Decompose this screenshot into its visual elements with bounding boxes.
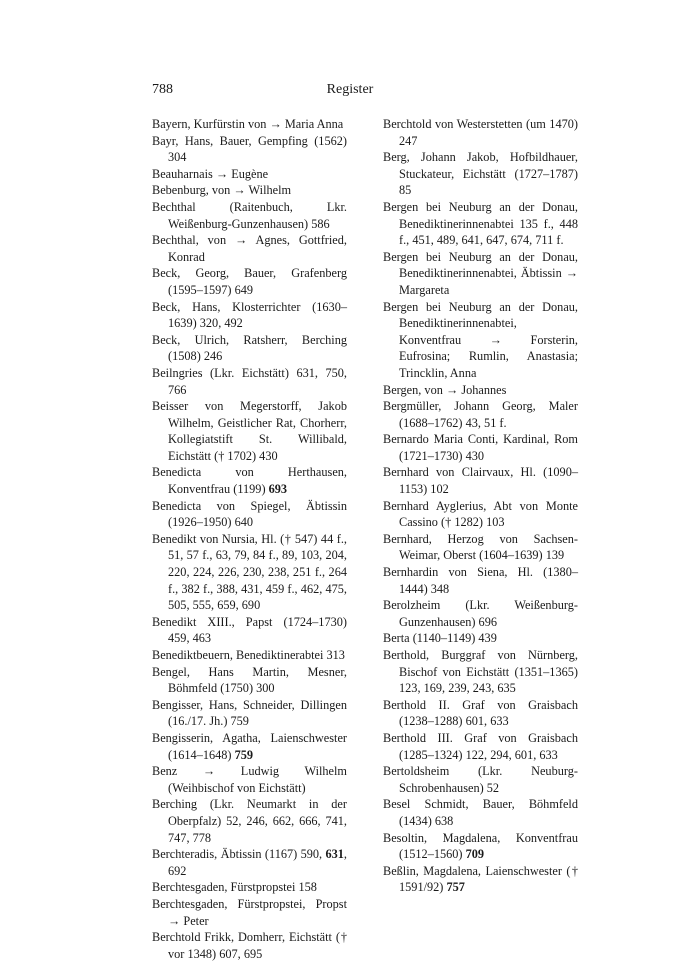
entry-text: Beilngries (Lkr. Eichstätt) 631, 750, 766 bbox=[152, 365, 347, 397]
index-entry bbox=[383, 863, 578, 896]
entry-text: Benediktbeuern, Benediktinerabtei 313 bbox=[152, 648, 345, 662]
index-entry bbox=[152, 697, 347, 730]
entry-text: Bengisserin, Agatha, Laienschwester (1614–1648) bbox=[152, 730, 347, 762]
entry-text: Bernardo Maria Conti, Kardinal, Rom (1721–1730) 430 bbox=[383, 432, 578, 463]
index-entry bbox=[383, 249, 578, 299]
page-number: 788 bbox=[152, 82, 173, 97]
index-entry bbox=[152, 614, 347, 647]
right-index-column bbox=[383, 116, 578, 896]
entry-text: Berchtesgaden, Fürstpropstei, Propst → Peter bbox=[152, 896, 347, 928]
entry-text: Beck, Hans, Klosterrichter (1630–1639) 320, 492 bbox=[152, 299, 347, 331]
entry-bold-page-ref: 757 bbox=[446, 880, 465, 895]
running-title: Register bbox=[326, 82, 374, 97]
entry-text: Benedikt XIII., Papst (1724–1730) 459, 463 bbox=[152, 614, 347, 646]
index-entry bbox=[152, 929, 347, 962]
entry-text: Beßlin, Magdalena, Laienschwester († 1591/92) bbox=[383, 863, 578, 895]
entry-text: Berolzheim (Lkr. Weißenburg-Gunzenhausen) 696 bbox=[383, 598, 578, 629]
index-entry bbox=[152, 398, 347, 464]
entry-text: Benz → Ludwig Wilhelm (Weihbischof von Eichstätt) bbox=[152, 764, 347, 795]
entry-text: Bebenburg, von → Wilhelm bbox=[152, 183, 292, 198]
entry-text: Bergen, von → Johannes bbox=[383, 382, 507, 397]
index-entry bbox=[152, 133, 347, 166]
entry-text: , 692 bbox=[168, 847, 347, 878]
entry-text: Bertoldsheim (Lkr. Neuburg-Schrobenhausen) 52 bbox=[383, 764, 578, 795]
entry-text: Berchtold von Westerstetten (um 1470) 247 bbox=[383, 117, 578, 148]
entry-text: Bergmüller, Johann Georg, Maler (1688–1762) 43, 51 f. bbox=[383, 399, 578, 430]
entry-bold-page-ref: 709 bbox=[465, 847, 485, 862]
entry-text: Benedicta von Spiegel, Äbtissin (1926–1950) 640 bbox=[152, 498, 347, 530]
entry-text: Beauharnais → Eugène bbox=[152, 166, 269, 181]
index-entry bbox=[152, 730, 347, 763]
index-entry bbox=[383, 597, 578, 630]
entry-text: Benedicta von Herthausen, Konventfrau (1199) bbox=[152, 465, 347, 497]
entry-text: Bechthal (Raitenbuch, Lkr. Weißenburg-Gunzenhausen) 586 bbox=[152, 199, 347, 231]
entry-text: Berg, Johann Jakob, Hofbildhauer, Stuckateur, Eichstätt (1727–1787) 85 bbox=[383, 150, 578, 198]
index-entry bbox=[383, 149, 578, 199]
entry-text: Berchtold Frikk, Domherr, Eichstätt († vor 1348) 607, 695 bbox=[152, 930, 347, 961]
entry-text: Berching (Lkr. Neumarkt in der Oberpfalz) 52, 246, 662, 666, 741, 747, 778 bbox=[152, 797, 347, 845]
index-entry bbox=[383, 796, 578, 829]
index-entry bbox=[152, 531, 347, 614]
index-entry bbox=[383, 730, 578, 763]
index-entry bbox=[152, 199, 347, 232]
entry-text: Bernhardin von Siena, Hl. (1380–1444) 348 bbox=[383, 565, 578, 596]
index-entry bbox=[152, 265, 347, 298]
entry-text: Benedikt von Nursia, Hl. († 547) 44 f., 51, 57 f., 63, 79, 84 f., 89, 103, 204, 220, 224, 226, 230, 238, 251 f., 264 f., 382 f., 388, 431, 459 f., 462, 475, 505, 555, 659, 690 bbox=[152, 531, 347, 613]
index-entry bbox=[383, 398, 578, 431]
index-entry bbox=[383, 382, 578, 399]
index-entry bbox=[383, 199, 578, 249]
entry-text: Berchtesgaden, Fürstpropstei 158 bbox=[152, 880, 317, 895]
index-entry bbox=[152, 879, 347, 896]
entry-text: Besoltin, Magdalena, Konventfrau (1512–1560) bbox=[383, 830, 578, 862]
entry-text: Besel Schmidt, Bauer, Böhmfeld (1434) 638 bbox=[383, 797, 578, 828]
index-entry bbox=[152, 796, 347, 846]
entry-text: Bengisser, Hans, Schneider, Dillingen (16./17. Jh.) 759 bbox=[152, 697, 347, 729]
entry-text: Bechthal, von → Agnes, Gottfried, Konrad bbox=[152, 233, 347, 264]
entry-text: Bergen bei Neuburg an der Donau, Benediktinerinnenabtei 135 f., 448 f., 451, 489, 641, 647, 674, 711 f. bbox=[383, 199, 578, 248]
index-entry bbox=[383, 464, 578, 497]
entry-bold-page-ref: 693 bbox=[268, 482, 288, 497]
index-entry bbox=[152, 332, 347, 365]
index-entry bbox=[152, 299, 347, 332]
index-entry bbox=[152, 498, 347, 531]
entry-text: Berta (1140–1149) 439 bbox=[383, 631, 497, 646]
entry-bold-page-ref: 759 bbox=[234, 747, 254, 762]
index-entry bbox=[383, 431, 578, 464]
index-entry bbox=[383, 498, 578, 531]
entry-bold-page-ref: 631 bbox=[325, 847, 344, 862]
index-entry bbox=[152, 464, 347, 497]
index-entry bbox=[152, 365, 347, 398]
index-entry bbox=[152, 763, 347, 796]
entry-text: Beck, Georg, Bauer, Grafenberg (1595–1597) 649 bbox=[152, 266, 347, 297]
index-entry bbox=[152, 846, 347, 879]
entry-text: Bayern, Kurfürstin von → Maria Anna bbox=[152, 117, 344, 131]
index-entry bbox=[383, 697, 578, 730]
entry-text: Bayr, Hans, Bauer, Gempfing (1562) 304 bbox=[152, 133, 347, 165]
entry-text: Beisser von Megerstorff, Jakob Wilhelm, Geistlicher Rat, Chorherr, Kollegiatstift St. Willibald, Eichstätt († 1702) 430 bbox=[152, 399, 347, 463]
left-index-column bbox=[152, 116, 347, 962]
index-entry bbox=[383, 647, 578, 697]
index-entry bbox=[383, 830, 578, 863]
index-entry bbox=[152, 182, 347, 199]
entry-text: Berchteradis, Äbtissin (1167) 590, bbox=[152, 847, 326, 862]
entry-text: Berthold III. Graf von Graisbach (1285–1324) 122, 294, 601, 633 bbox=[383, 730, 578, 762]
index-entry bbox=[152, 232, 347, 265]
index-entry bbox=[383, 299, 578, 382]
entry-text: Berthold, Burggraf von Nürnberg, Bischof von Eichstätt (1351–1365) 123, 169, 239, 243, 635 bbox=[383, 648, 578, 696]
index-entry bbox=[152, 664, 347, 697]
index-entry bbox=[152, 647, 347, 664]
index-entry bbox=[383, 531, 578, 564]
index-entry bbox=[383, 630, 578, 647]
entry-text: Berthold II. Graf von Graisbach (1238–1288) 601, 633 bbox=[383, 697, 578, 729]
entry-text: Bernhard von Clairvaux, Hl. (1090–1153) 102 bbox=[383, 465, 578, 497]
entry-text: Bergen bei Neuburg an der Donau, Benediktinerinnenabtei, Konventfrau → Forsterin, Eufrosina; Rumlin, Anastasia; Trincklin, Anna bbox=[383, 299, 578, 380]
entry-text: Bengel, Hans Martin, Mesner, Böhmfeld (1750) 300 bbox=[152, 664, 347, 696]
entry-text: Bernhard Ayglerius, Abt von Monte Cassino († 1282) 103 bbox=[383, 498, 578, 530]
index-entry bbox=[152, 166, 347, 183]
entry-text: Bernhard, Herzog von Sachsen-Weimar, Oberst (1604–1639) 139 bbox=[383, 531, 578, 563]
index-entry bbox=[383, 564, 578, 597]
index-entry bbox=[152, 116, 347, 133]
entry-text: Beck, Ulrich, Ratsherr, Berching (1508) 246 bbox=[152, 332, 347, 364]
index-entry bbox=[383, 763, 578, 796]
entry-text: Bergen bei Neuburg an der Donau, Benediktinerinnenabtei, Äbtissin → Margareta bbox=[383, 249, 578, 297]
index-entry bbox=[152, 896, 347, 929]
index-entry bbox=[383, 116, 578, 149]
